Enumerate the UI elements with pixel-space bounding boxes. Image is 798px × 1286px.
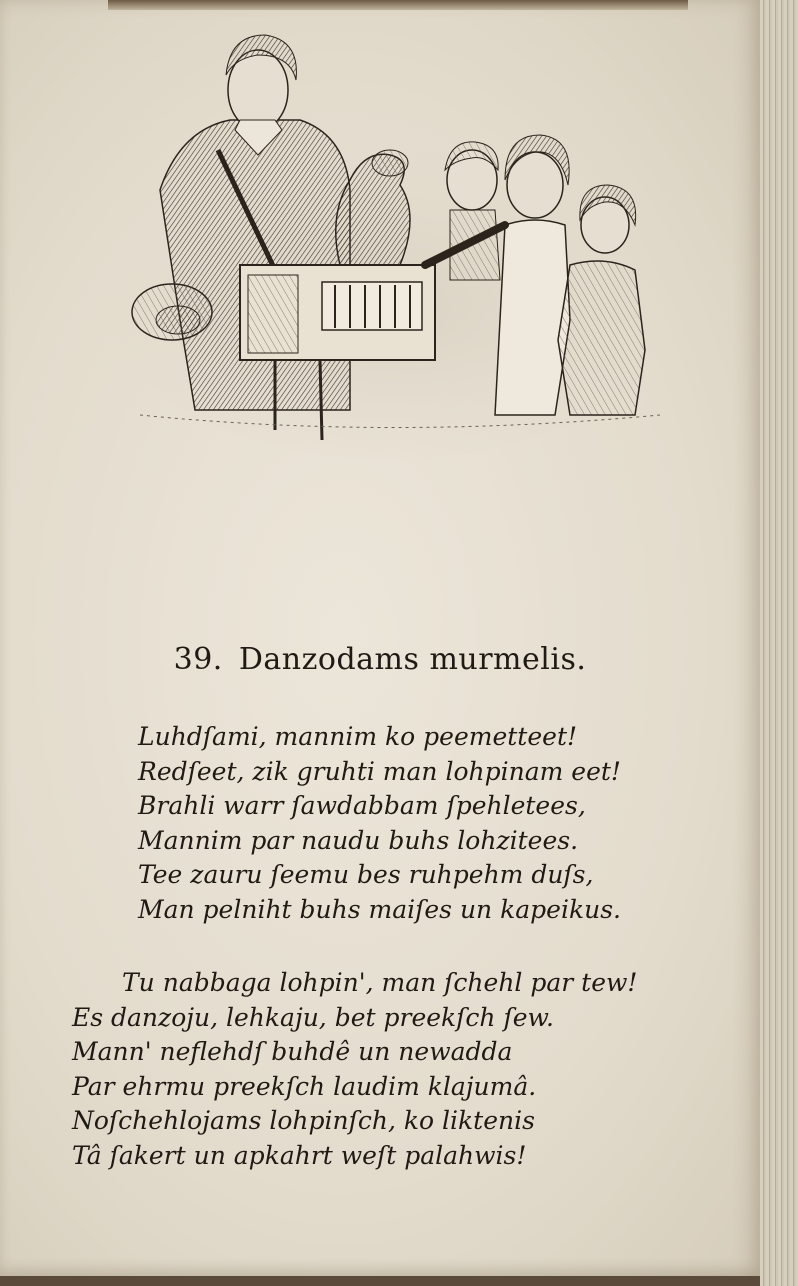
verse-line: Mannim par naudu buhs lohzitees. [138, 825, 579, 855]
verse-line: Tee zauru ſeemu bes ruhpehm duſs, [138, 860, 594, 889]
verse-line: Luhdſami, mannim ko peemetteet! [138, 722, 578, 751]
top-strip [108, 0, 688, 10]
verse-line: Man pelniht buhs maiſes un kapeikus. [138, 894, 621, 924]
page-edges [760, 0, 798, 1286]
stanza-2 [72, 966, 637, 1173]
verse-line: Redſeet, zik gruhti man lohpinam eet! [138, 756, 621, 786]
stanza-1 [138, 720, 621, 927]
verse-line: Brahli warr ſawdabbam ſpehletees, [138, 791, 586, 820]
verse-line: Tu nabbaga lohpin', man ſchehl par tew! [122, 968, 638, 997]
verse-line: Mann' neflehdſ buhdê un newadda [72, 1037, 513, 1066]
poem-title-text: Danzodams murmelis. [238, 642, 587, 677]
verse-line: Par ehrmu preekſch laudim klajumâ. [72, 1071, 537, 1101]
verse-line: Es danzoju, lehkaju, bet preekſch ſew. [72, 1002, 554, 1032]
verse-line: Tâ ſakert un apkahrt weſt palahwis! [72, 1140, 527, 1170]
engraving-illustration [100, 20, 680, 460]
poem-title [0, 642, 760, 677]
verse-line: Noſchehlojams lohpinſch, ko liktenis [72, 1106, 535, 1135]
poem-number: 39. [173, 642, 223, 677]
